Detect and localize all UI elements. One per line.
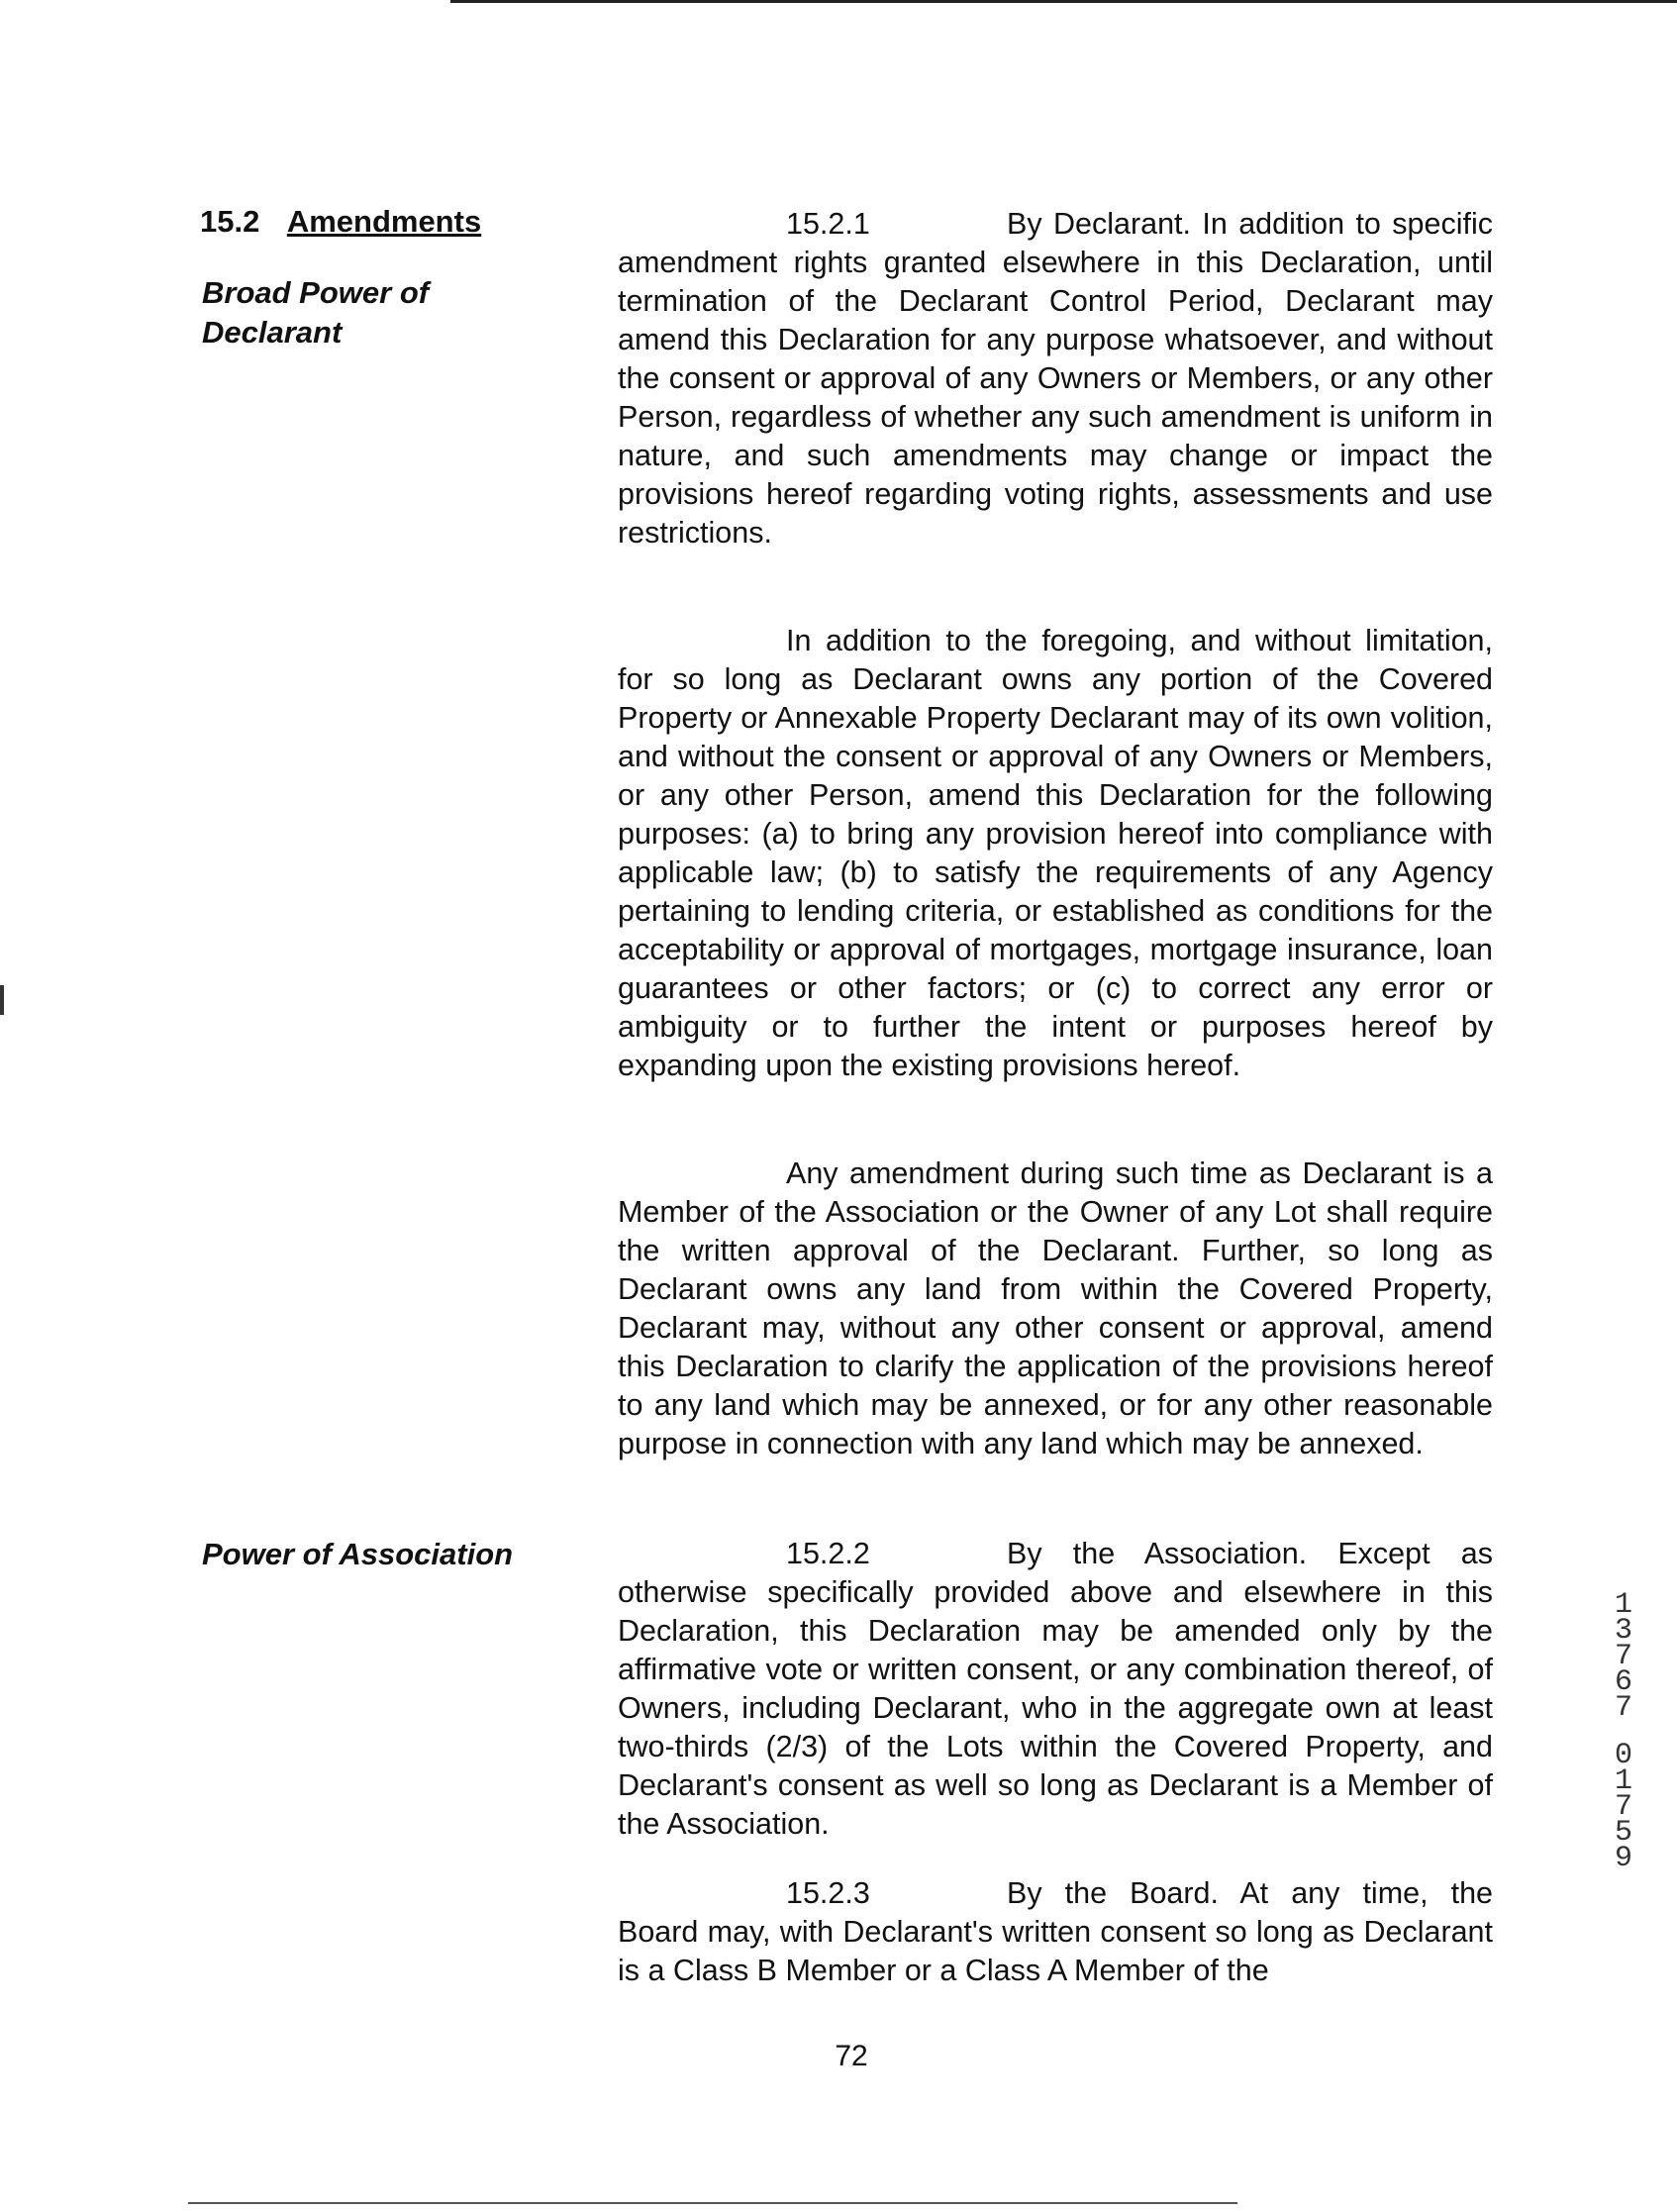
recording-stamp-part2 [1607,1739,1640,1875]
top-border-rule [450,0,1677,3]
margin-note-power-of-association: Power of Association [202,1537,514,1571]
section-heading [200,204,481,240]
stamp-digit: 5 [1614,1816,1632,1850]
paragraph-text: By the Association. Except as otherwise specifically provided above and elsewhere in this Declaration, this Declaration may be amended only by the affirmative vote or written consent, or any combination thereof, of Owners, including Declarant, who in the aggregate own at least two-thirds (2/3) of the Lots within the Covered Property, and Declarant's consent as well so long as Declarant is a Member of the Association. [618,1537,1493,1841]
stamp-digit: 1 [1614,1588,1632,1622]
recording-stamp-part1 [1607,1588,1640,1725]
stamp-digit: 9 [1614,1842,1632,1875]
paragraph-foregoing [618,622,1493,1085]
stamp-digit: 7 [1614,1640,1632,1673]
paragraph-15-2-2 [618,1535,1493,1844]
stamp-digit: 7 [1614,1790,1632,1824]
paragraph-text: In addition to the foregoing, and without limitation, for so long as Declarant owns any portion of the Covered Property or Annexable Property Declarant may of its own volition, and without the consent or approval of any Owners or Members, or any other Person, amend this Declaration for the following purposes: (a) to bring any provision hereof into compliance with applicable law; (b) to satisfy the requirements of any Agency pertaining to lending criteria, or established as conditions for the acceptability or approval of mortgages, mortgage insurance, loan guarantees or other factors; or (c) to correct any error or ambiguity or to further the intent or purposes hereof by expanding upon the existing provisions hereof. [618,624,1493,1082]
paragraph-text: By Declarant. In addition to specific amendment rights granted elsewhere in this Declaration, until termination of the Declarant Control Period, Declarant may amend this Declaration for any purpose whatsoever, and without the consent or approval of any Owners or Members, or any other Person, regardless of whether any such amendment is uniform in nature, and such amendments may change or impact the provisions hereof regarding voting rights, assessments and use restrictions. [618,207,1493,550]
page-number: 72 [835,2040,868,2072]
paragraph-text: By the Board. At any time, the Board may, with Declarant's written consent so long as Declarant is a Class B Member or a Class A Member of the [618,1876,1493,1987]
paragraph-number: 15.2.1 [786,207,870,241]
paragraph-number: 15.2.2 [786,1537,870,1570]
paragraph-15-2-1 [618,205,1493,553]
section-number: 15.2 [200,204,260,239]
stamp-digit: 3 [1614,1614,1632,1648]
paragraph-15-2-3 [618,1874,1493,1990]
section-title: Amendments [286,204,482,239]
recording-stamp [1607,1588,1640,1875]
paragraph-text: Any amendment during such time as Declarant is a Member of the Association or the Owner of any Lot shall require the written approval of the Declarant. Further, so long as Declarant owns any land from within the Covered Property, Declarant may, without any other consent or approval, amend this Declaration to clarify the application of the provisions hereof to any land which may be annexed, or for any other reasonable purpose in connection with any land which may be annexed. [618,1156,1493,1460]
paragraph-any-amendment [618,1155,1493,1463]
paragraph-number: 15.2.3 [786,1876,870,1910]
stamp-digit: 7 [1614,1691,1632,1725]
stamp-digit: 6 [1614,1665,1632,1699]
stamp-digit: 1 [1614,1764,1632,1798]
scan-edge-mark [0,985,4,1015]
bottom-border-rule [188,2202,1237,2204]
stamp-digit: 0 [1614,1739,1632,1772]
margin-note-broad-power: Broad Power of Declarant [202,275,430,350]
